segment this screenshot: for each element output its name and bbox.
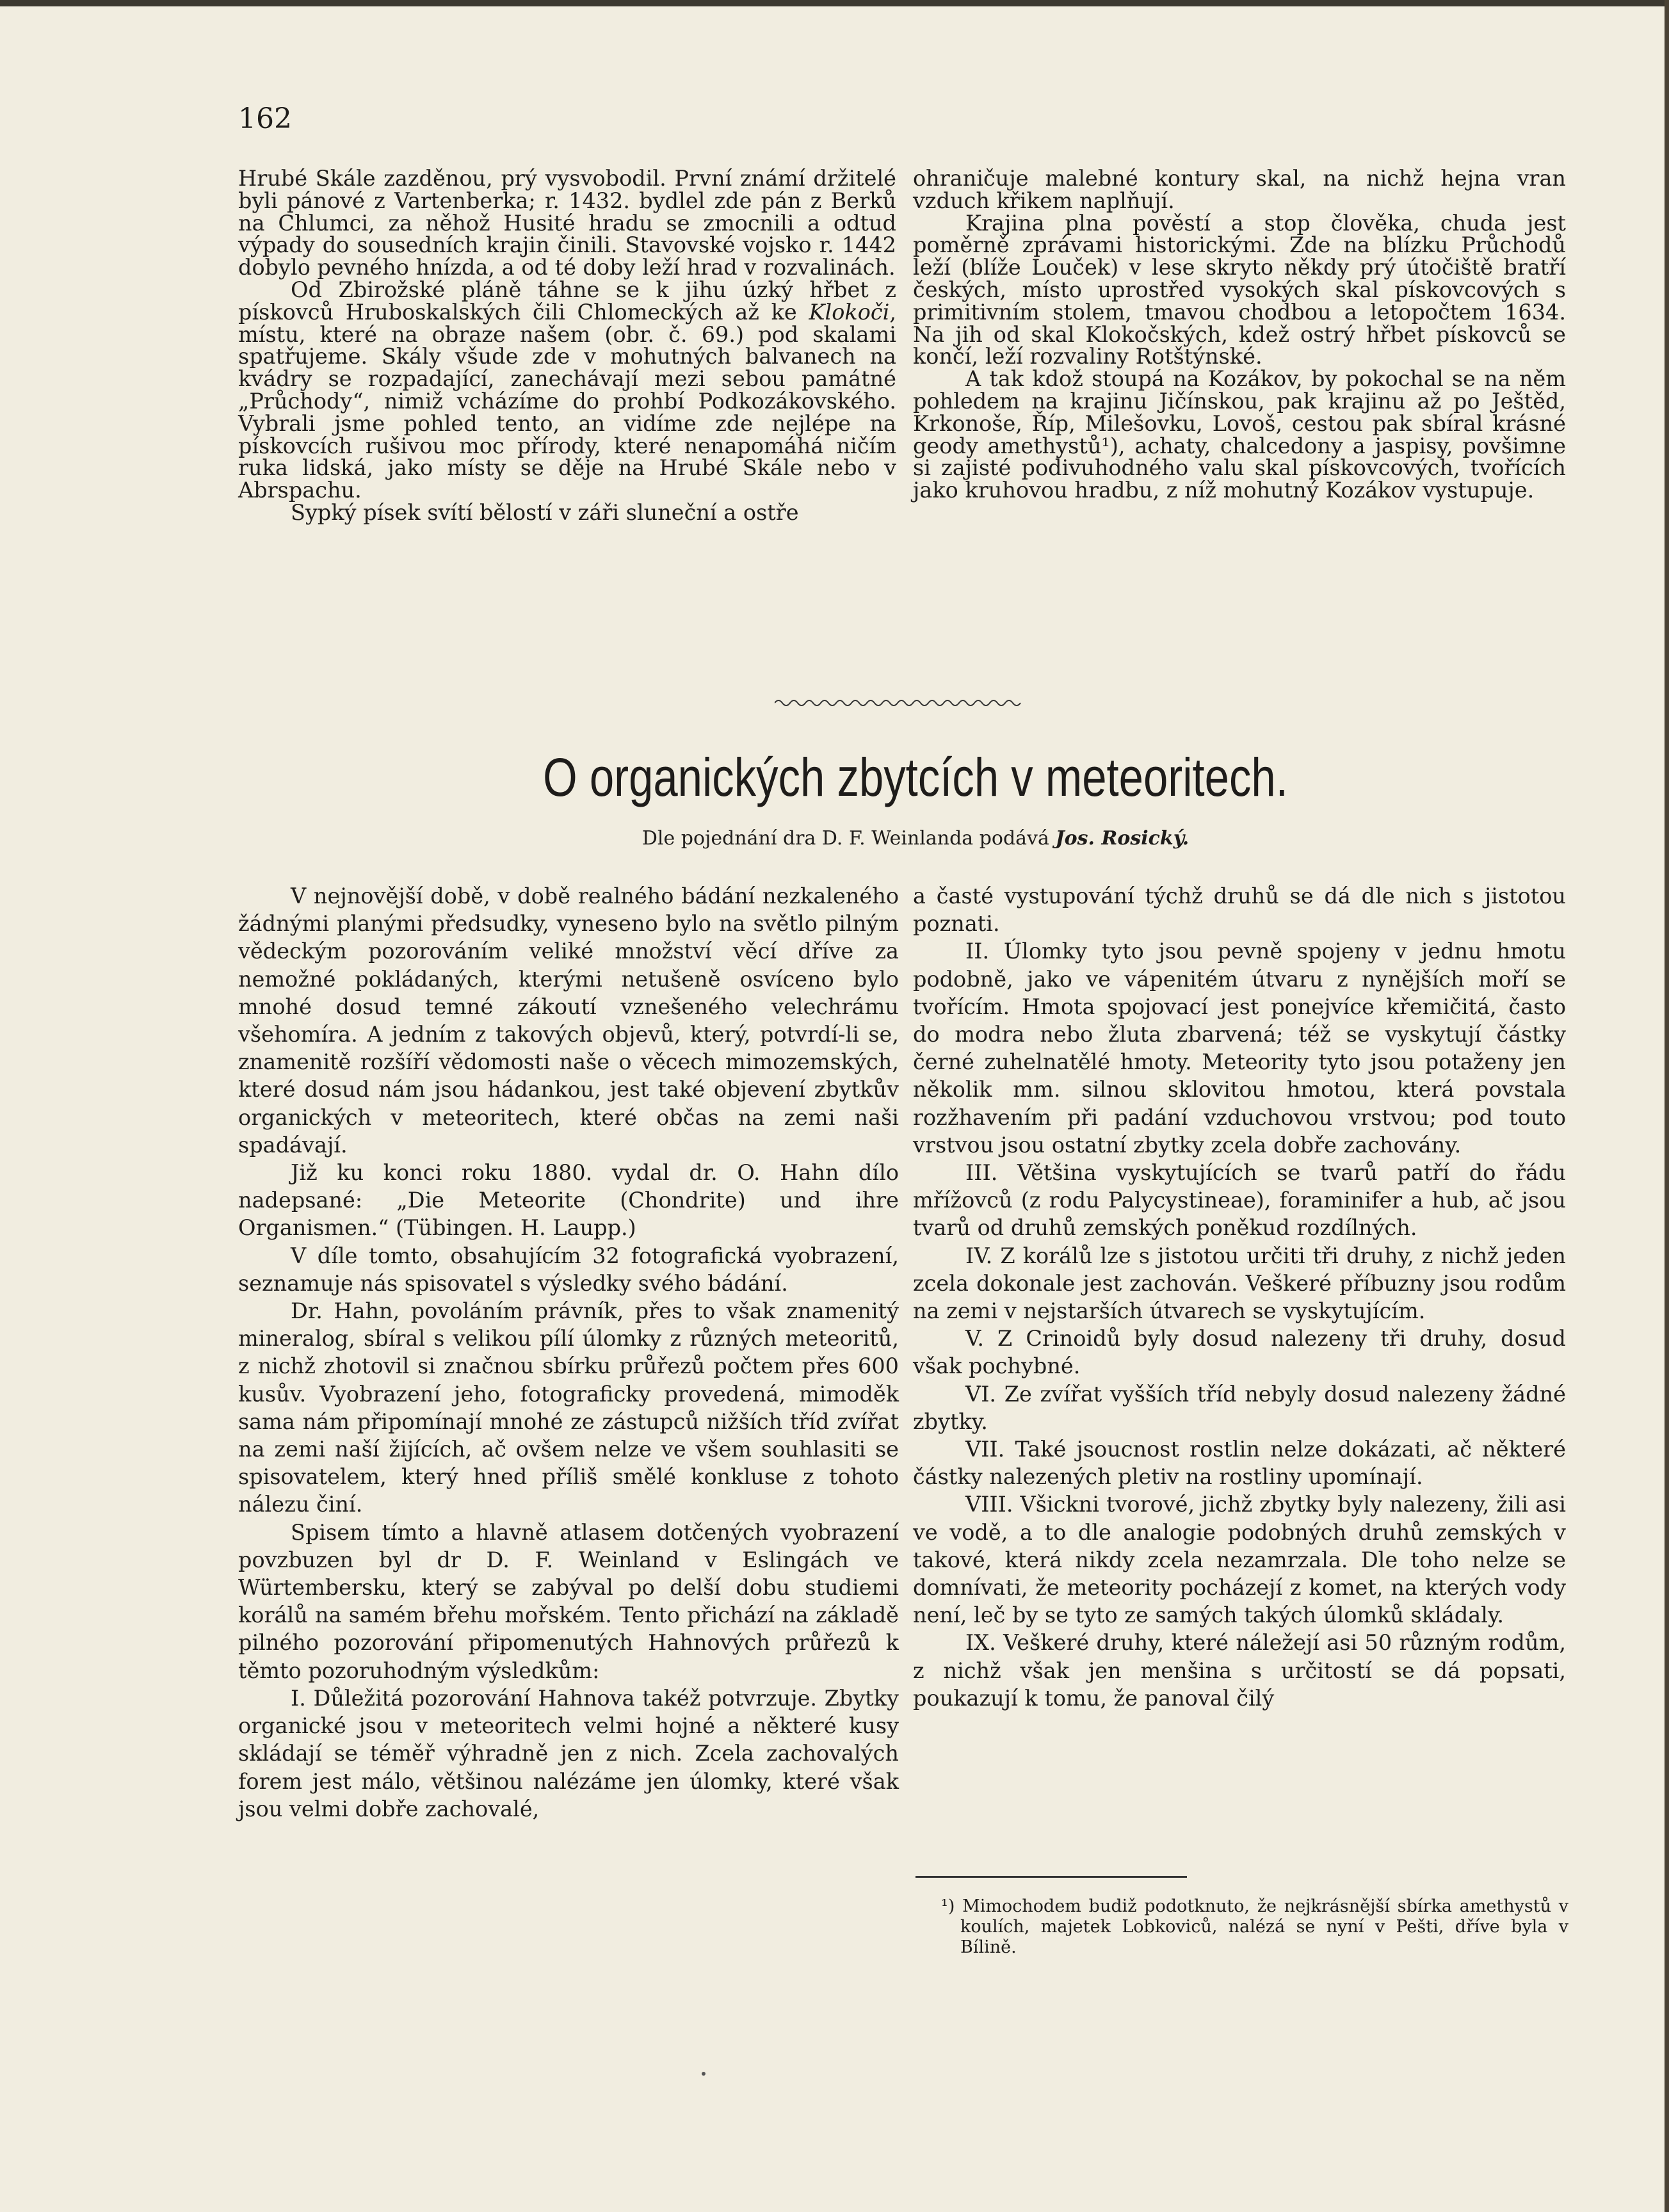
body-paragraph: V díle tomto, obsahujícím 32 fotografická vyobrazení, seznamuje nás spisovatel s výsledky svého bádání. bbox=[238, 1243, 899, 1296]
bottom-right-column bbox=[913, 882, 1566, 1712]
body-paragraph: I. Důležitá pozorování Hahnova takéž potvrzuje. Zbytky organické jsou v meteoritech velmi hojné a některé kusy skládají se téměř výhradně jen z nich. Zcela zachovalých forem jest málo, většinou nalézáme jen úlomky, které však jsou velmi dobře zachovalé, bbox=[238, 1685, 899, 1821]
top-right-paragraph: Krajina plna pověstí a stop člověka, chuda jest poměrně zprávami historickými. Zde na blízku Průchodů leží (blíže Louček) v lese skryto někdy prý útočiště bratří českých, místo uprostřed vysokých skal pískovcových s primitivním stolem, tmavou chodbou a letopočtem 1634. Na jih od skal Klokočských, kdež ostrý hřbet pískovců se končí, leží rozvaliny Rotštýnské. bbox=[913, 210, 1566, 369]
footnote-rule bbox=[915, 1876, 1187, 1878]
body-paragraph: III. Většina vyskytujících se tvarů patří do řádu mřížovců (z rodu Palycystineae), foraminifer a hub, ač jsou tvarů od druhů zemských poněkud rozdílných. bbox=[913, 1160, 1566, 1241]
scan-edge-top bbox=[0, 0, 1669, 6]
body-paragraph: Již ku konci roku 1880. vydal dr. O. Hahn dílo nadepsané: „Die Meteorite (Chondrite) und ihre Organismen.“ (Tübingen. H. Laupp.) bbox=[238, 1160, 899, 1241]
body-paragraph: VI. Ze zvířat vyšších tříd nebyly dosud nalezeny žádné zbytky. bbox=[913, 1381, 1566, 1434]
top-right-column bbox=[913, 168, 1566, 502]
top-left-paragraph: Sypký písek svítí bělostí v záři sluneční a ostře bbox=[291, 499, 799, 525]
body-paragraph: IX. Veškeré druhy, které náležejí asi 50 různým rodům, z nichž však jen menšina s určitostí se dá popsati, poukazují k tomu, že panoval čilý bbox=[913, 1630, 1566, 1711]
body-paragraph: II. Úlomky tyto jsou pevně spojeny v jednu hmotu podobně, jako ve vápenitém útvaru z nynějších moří se tvořícím. Hmota spojovací jest ponejvíce křemičitá, často do modra nebo žluta zbarvená; též se vyskytují částky černé zuhelnatělé hmoty. Meteority tyto jsou potaženy jen několik mm. silnou sklovitou hmotou, která povstala rozžhavením při padání vzduchovou vrstvou; pod touto vrstvou jsou ostatní zbytky zcela dobře zachovány. bbox=[913, 939, 1566, 1158]
body-paragraph: Spisem tímto a hlavně atlasem dotčených vyobrazení povzbuzen byl dr D. F. Weinland v Eslingách ve Würtembersku, který se zabýval po delší dobu studiemi korálů na samém břehu mořském. Tento přichází na základě pilného pozorování připomenutých Hahnových průřezů k těmto pozoruhodným výsledkům: bbox=[238, 1519, 899, 1683]
body-paragraph: VIII. Všickni tvorové, jichž zbytky byly nalezeny, žili asi ve vodě, a to dle analogie podobných druhů zemských v takové, která nikdy zcela nezamrzala. Dle toho nelze se domnívati, že meteority pocházejí z komet, na kterých vody není, leč by se tyto ze samých takých úlomků skládaly. bbox=[913, 1492, 1566, 1628]
top-right-paragraph: ohraničuje malebné kontury skal, na nichž hejna vran vzduch křikem naplňují. bbox=[913, 166, 1566, 213]
top-left-column bbox=[238, 168, 896, 524]
author-name: Jos. Rosický. bbox=[1055, 827, 1189, 850]
article-title: O organických zbytcích v meteoritech. bbox=[543, 747, 1288, 807]
top-right-paragraph: A tak kdož stoupá na Kozákov, by pokochal se na něm pohledem na krajinu Jičínskou, pak krajinu až po Ještěd, Krkonoše, Říp, Milešovku, Lovoš, cestou pak sbíral krásné geody amethystů¹), achaty, chalcedony a jaspisy, povšimne si zajisté podivuhodného valu skal pískovcových, tvořících jako kruhovou hradbu, z níž mohutný Kozákov vystupuje. bbox=[913, 366, 1566, 503]
footnotes bbox=[941, 1896, 1568, 1958]
body-paragraph: V. Z Crinoidů byly dosud nalezeny tři druhy, dosud však pochybné. bbox=[913, 1326, 1566, 1379]
body-paragraph: Dr. Hahn, povoláním právník, přes to však znamenitý mineralog, sbíral s velikou pílí úlomky z různých meteoritů, z nichž zhotovil si značnou sbírku průřezů počtem přes 600 kusův. Vyobrazení jeho, fotograficky provedená, mimoděk sama nám připomínají mnohé ze zástupců nižších tříd zvířat na zemi naší žijících, ač ovšem nelze ve všem souhlasiti se spisovatelem, který hned příliš smělé konkluse z tohoto nálezu činí. bbox=[238, 1298, 899, 1517]
top-left-paragraph: Od Zbirožské pláně táhne se k jihu úzký hřbet z pískovců Hruboskalských čili Chlomeckých až ke Klokoči, místu, které na obraze našem (obr. č. 69.) pod skalami spatřujeme. Skály všude zde v mohutných balvanech na kvádry se rozpadající, zanechávají mezi sebou památné „Průchody“, nimiž vcházíme do prohbí Podkozákovského. Vybrali jsme pohled tento, an vidíme zde nejlépe na pískovcích rušivou moc přírody, které nenapomáhá ničím ruka lidská, jako místy se děje na Hrubé Skále nebo v Abrspachu. bbox=[238, 277, 896, 503]
top-left-paragraph: Hrubé Skále zazděnou, prý vysvobodil. První známí držitelé byli pánové z Vartenberka; r. 1432. bydlel zde pán z Berků na Chlumci, za něhož Husité hradu se zmocnili a odtud výpady do sousedních krajin činili. Stavovské vojsko r. 1442 dobylo pevného hnízda, a od té doby leží hrad v rozvalinách. bbox=[238, 166, 896, 280]
wavy-ornament-divider bbox=[775, 697, 1022, 709]
page-number: 162 bbox=[238, 102, 292, 135]
place-name-italic: Klokoči bbox=[809, 299, 890, 325]
body-paragraph: V nejnovější době, v době realného bádání nezkaleného žádnými planými předsudky, vyneseno bylo na světlo pilným vědeckým pozorováním veliké množství věcí dříve za nemožné pokládaných, kterými netušeně osvíceno bylo mnohé dosud temné zákoutí vznešeného velechrámu všehomíra. A jedním z takových objevů, který, potvrdí-li se, znamenitě rozšíří vědomosti naše o věcech mimozemských, které dosud nám jsou hádankou, jest také objevení zbytkův organických v meteoritech, které občas na zemi naši spadávají. bbox=[238, 884, 899, 1158]
body-paragraph: VII. Také jsoucnost rostlin nelze dokázati, ač některé částky nalezených pletiv na rostliny upomínají. bbox=[913, 1437, 1566, 1490]
footnote-marker: ¹) bbox=[1101, 433, 1118, 458]
footnote: ¹) Mimochodem budiž podotknuto, že nejkrásnější sbírka amethystů v koulích, majetek Lobkoviců, nalézá se nyní v Pešti, dříve byla v Bílině. bbox=[941, 1896, 1568, 1957]
body-paragraph: IV. Z korálů lze s jistotou určiti tři druhy, z nichž jeden zcela dokonale jest zachován. Veškeré příbuzny jsou rodům na zemi v nejstarších útvarech se vyskytujícím. bbox=[913, 1243, 1566, 1324]
article-byline: Dle pojednání dra D. F. Weinlanda podává Jos. Rosický. bbox=[641, 827, 1189, 850]
page-speck bbox=[702, 2072, 705, 2076]
scan-edge-right bbox=[1665, 0, 1669, 2212]
bottom-left-column bbox=[238, 882, 899, 1823]
body-paragraph: a časté vystupování týchž druhů se dá dle nich s jistotou poznati. bbox=[913, 884, 1566, 937]
